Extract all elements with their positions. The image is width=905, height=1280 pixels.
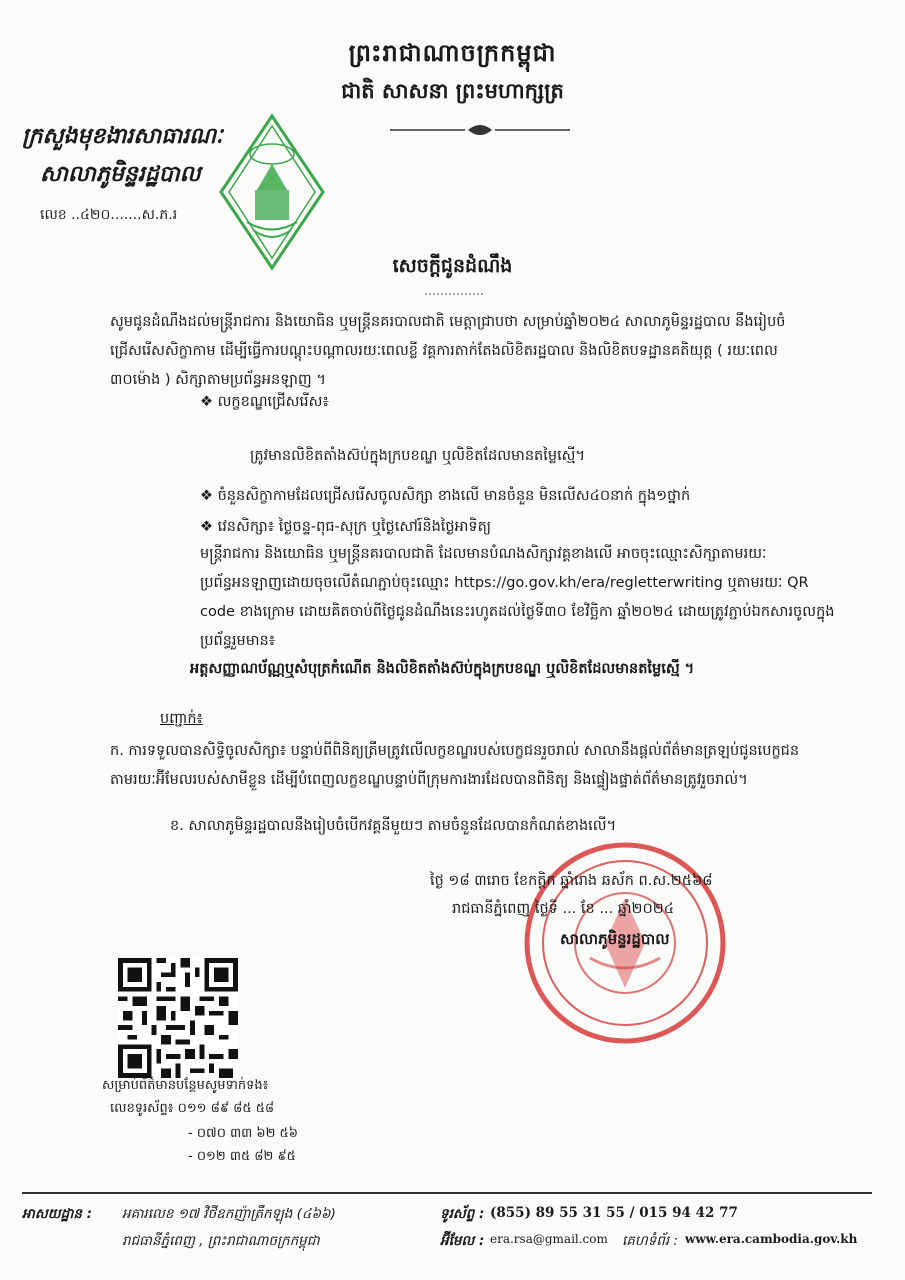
footer-email[interactable]: era.rsa@gmail.com — [490, 1232, 608, 1246]
title-ornament — [425, 290, 485, 298]
contact-heading: សម្រាប់ព័ត៌មានបន្ថែមសូមទាក់ទង៖ — [102, 1078, 269, 1093]
contact-phone-2: - ០៧០ ៣៣ ៦២ ៥៦ — [188, 1126, 298, 1141]
footer-phone: (855) 89 55 31 55 / 015 94 42 77 — [490, 1205, 738, 1221]
footer-divider — [22, 1192, 872, 1194]
required-attachments: អត្តសញ្ញាណប័ណ្ណឬសំបុត្រកំណើត និងលិខិតតាំងស៊ប់ក្នុងក្របខណ្ឌ ឬលិខិតដែលមានតម្លៃស្មើ ។ — [190, 661, 695, 677]
participant-count-bullet: ❖ ចំនួនសិក្ខាកាមដែលជ្រើសរើសចូលសិក្សា ខាងលើ មានចំនួន មិនលើស៤០នាក់ ក្នុង១ថ្នាក់ — [200, 488, 691, 504]
date-solar: រាជធានីភ្នំពេញ ថ្ងៃទី ... ខែ ... ឆ្នាំ២០២៤ — [452, 901, 675, 917]
ministry-name: ក្រសួងមុខងារសាធារណៈ — [22, 124, 223, 149]
national-motto: ជាតិ សាសនា ព្រះមហាក្សត្រ — [341, 79, 564, 103]
contact-phone-1: លេខទូរស័ព្ទ៖ ០១១ ៨៩ ៨៥ ៥៨ — [110, 1101, 275, 1116]
signing-office: សាលាភូមិន្ទរដ្ឋបាល — [560, 930, 670, 948]
reference-number: លេខ ..៤២០.......ស.ភ.រ — [40, 207, 178, 223]
footer-email-label: អ៊ីមែល : — [440, 1233, 485, 1249]
selection-criteria-bullet: ❖ លក្ខខណ្ឌជ្រើសរើស៖ — [200, 394, 329, 410]
footer-address: អគារលេខ ១៧ វិថីឧកញ៉ាត្រឹកឡុង (៤៦៦) — [122, 1206, 336, 1222]
registration-paragraph: មន្ត្រីរាជការ និងយោធិន ឬមន្ត្រីនគរបាលជាតិ ដែលមានបំណងសិក្សាវគ្គខាងលើ អាចចុះឈ្មោះសិក្សាតាមរយៈប្រព័ន្ធអនឡាញដោយចុចលើតំណភ្ជាប់ចុះឈ្មោះ https://go.gov.kh/era/regletterwriting ឬតាមរយៈ QR code ខាងក្រោម ដោយគិតចាប់ពីថ្ងៃជូនដំណឹងនេះរហូតដល់ថ្ងៃទី៣០ ខែវិច្ឆិកា ឆ្នាំ២០២៤ ដោយត្រូវភ្ជាប់ឯកសារចូលក្នុងប្រព័ន្ធរួមមាន៖ — [200, 546, 835, 649]
note-item-b: ខ. សាលាភូមិន្ទរដ្ឋបាលនឹងរៀបចំបើកវគ្គនីមួយៗ តាមចំនួនដែលបានកំណត់ខាងលើ។ — [170, 818, 617, 834]
qr-code-icon[interactable] — [118, 958, 238, 1078]
note-item-a: ក. ការទទួលបានសិទ្ធិចូលសិក្សា៖ បន្ទាប់ពីពិនិត្យត្រឹមត្រូវលើលក្ខខណ្ឌរបស់បេក្ខជនរួចរាល់ សាលានឹងផ្តល់ព័ត៌មានត្រឡប់ជូនបេក្ខជនតាមរយៈអ៊ីមែលរបស់សាមីខ្លួន ដើម្បីបំពេញលក្ខខណ្ឌបន្ទាប់ពីក្រុមការងារដែលបានពិនិត្យ និងផ្ទៀងផ្ទាត់ព័ត៌មានត្រូវរួចរាល់។ — [110, 743, 800, 788]
date-lunar: ថ្ងៃ ១៨ ៣រោច ខែកត្តិក ឆ្នាំរោង ឆស័ក ព.ស.២៥៦៨ — [430, 873, 713, 889]
footer-website-label: គេហទំព័រ : — [622, 1233, 678, 1249]
note-heading: បញ្ជាក់៖ — [160, 711, 203, 727]
selection-criteria-detail: ត្រូវមានលិខិតតាំងស៊ប់ក្នុងក្របខណ្ឌ ឬលិខិតដែលមានតម្លៃស្មើ។ — [250, 448, 586, 464]
footer-website[interactable]: www.era.cambodia.gov.kh — [685, 1232, 858, 1246]
motto-ornament — [380, 120, 580, 140]
document-title: សេចក្តីជូនដំណឹង — [392, 255, 513, 277]
school-logo-icon — [217, 112, 327, 272]
contact-phone-3: - ០១២ ៣៥ ៨២ ៩៥ — [188, 1149, 296, 1164]
footer-address-label: អាសយដ្ឋាន : — [22, 1206, 93, 1222]
footer-phone-label: ទូរស័ព្ទ : — [440, 1206, 485, 1222]
kingdom-heading: ព្រះរាជាណាចក្រកម្ពុជា — [348, 39, 557, 67]
intro-paragraph: សូមជូនដំណឹងដល់មន្ត្រីរាជការ និងយោធិន ឬមន្ត្រីនគរបាលជាតិ មេត្តាជ្រាបថា សម្រាប់ឆ្នាំ២០២៤ សាលាភូមិន្ទរដ្ឋបាល នឹងរៀបចំជ្រើសរើសសិក្ខាកាម ដើម្បីធ្វើការបណ្តុះបណ្តាលរយៈពេលខ្លី វគ្គការតាក់តែងលិខិតរដ្ឋបាល និងលិខិតបទដ្ឋានគតិយុត្ត ( រយៈពេល ៣០ម៉ោង ) សិក្សាតាមប្រព័ន្ធអនឡាញ ។ — [110, 314, 786, 388]
footer-city: រាជធានីភ្នំពេញ , ព្រះរាជាណាចក្រកម្ពុជា — [122, 1233, 320, 1249]
department-name: សាលាភូមិន្ទរដ្ឋបាល — [40, 162, 201, 187]
study-schedule-bullet: ❖ វេនសិក្សា៖ ថ្ងៃចន្ទ-ពុធ-សុក្រ ឬថ្ងៃសៅរ៍និងថ្ងៃអាទិត្យ — [200, 519, 492, 535]
